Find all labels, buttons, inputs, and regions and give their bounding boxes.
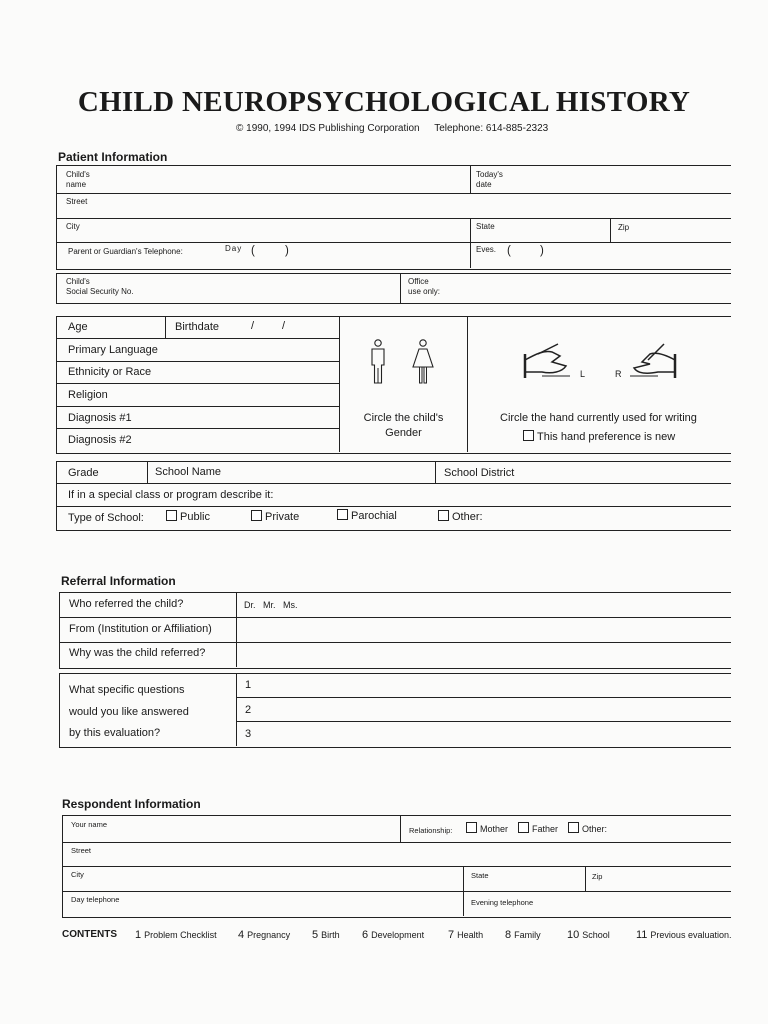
childs-name-label: Child's name: [66, 170, 90, 189]
mother-checkbox[interactable]: [466, 822, 477, 833]
childs-name-field[interactable]: [105, 170, 465, 190]
respondent-state-label: State: [471, 871, 489, 880]
contents-item-label: Pregnancy: [247, 930, 291, 940]
contents-item[interactable]: [135, 929, 217, 941]
contents-item-label: Development: [371, 930, 425, 940]
birthdate-slash-2: /: [282, 320, 286, 332]
telephone-text: Telephone: 614-885-2323: [434, 123, 549, 134]
left-hand-label: L: [580, 369, 586, 379]
school-district-label: School District: [444, 467, 515, 479]
specific-questions-label: What specific questions would you like answered by this evaluation?: [69, 684, 189, 739]
contents-item-number: 7: [448, 929, 455, 941]
copyright-text: © 1990, 1994 IDS Publishing Corporation: [236, 123, 420, 134]
patient-info-heading: Patient Information: [58, 150, 168, 164]
ssn-field[interactable]: [150, 277, 390, 297]
day-paren-close: ): [285, 245, 289, 257]
street-field[interactable]: [100, 196, 720, 216]
father-option[interactable]: [518, 822, 558, 834]
hand-new-label: This hand preference is new: [537, 431, 676, 443]
birthdate-slash-1: /: [251, 320, 255, 332]
contents-item-label: Health: [457, 930, 484, 940]
hand-new-checkbox[interactable]: [523, 430, 534, 441]
day-label: Day: [225, 244, 243, 253]
contents-item-number: 5: [312, 929, 319, 941]
contents-item-label: Problem Checklist: [144, 930, 217, 940]
diagnosis-2-label: Diagnosis #2: [68, 434, 132, 446]
religion-label: Religion: [68, 389, 108, 401]
copyright-line: [236, 123, 560, 134]
your-name-label: Your name: [71, 820, 107, 829]
type-of-school-label: Type of School:: [68, 512, 144, 524]
evening-telephone-label: Evening telephone: [471, 898, 534, 907]
contents-item-number: 1: [135, 929, 142, 941]
hand-preference-new[interactable]: [523, 430, 675, 443]
zip-label: Zip: [618, 223, 630, 232]
question-1-number: 1: [245, 679, 252, 691]
parochial-label: Parochial: [351, 510, 397, 522]
contents-item[interactable]: [567, 929, 610, 941]
age-label: Age: [68, 321, 88, 333]
contents-label: CONTENTS: [62, 929, 117, 940]
respondent-zip-label: Zip: [592, 872, 603, 881]
private-option[interactable]: [251, 510, 299, 523]
contents-item-label: Birth: [321, 930, 340, 940]
right-hand-writing-icon[interactable]: [626, 342, 678, 380]
page-title: CHILD NEUROPSYCHOLOGICAL HISTORY: [77, 86, 691, 118]
respondent-city-label: City: [71, 870, 84, 879]
why-referred-label: Why was the child referred?: [69, 647, 206, 659]
public-label: Public: [180, 511, 210, 523]
other-relationship-option[interactable]: [568, 822, 607, 834]
relationship-label: Relationship:: [409, 826, 453, 835]
grade-label: Grade: [68, 467, 99, 479]
primary-language-label: Primary Language: [68, 344, 158, 356]
institution-label: From (Institution or Affiliation): [69, 623, 212, 635]
contents-item-number: 10: [567, 929, 580, 941]
who-referred-label: Who referred the child?: [69, 598, 184, 610]
other-school-label: Other:: [452, 511, 483, 523]
private-label: Private: [265, 511, 300, 523]
mother-option[interactable]: [466, 822, 508, 834]
private-checkbox[interactable]: [251, 510, 262, 521]
other-relationship-checkbox[interactable]: [568, 822, 579, 833]
office-use-label: Office use only:: [408, 277, 441, 296]
todays-date-field[interactable]: [515, 170, 725, 190]
other-school-option[interactable]: [438, 510, 483, 523]
referrer-title-options[interactable]: Dr. Mr. Ms.: [244, 600, 298, 610]
contents-item-number: 6: [362, 929, 369, 941]
contents-item[interactable]: [636, 929, 731, 941]
diagnosis-1-label: Diagnosis #1: [68, 412, 132, 424]
other-relationship-label: Other:: [582, 824, 608, 834]
eves-paren-open: (: [507, 245, 511, 257]
parochial-option[interactable]: [337, 509, 397, 522]
day-paren-open: (: [251, 245, 255, 257]
school-name-label: School Name: [155, 466, 222, 478]
public-checkbox[interactable]: [166, 510, 177, 521]
gender-caption: Circle the child's Gender: [363, 412, 444, 439]
state-label: State: [476, 222, 495, 231]
eves-label: Eves.: [476, 245, 497, 254]
father-checkbox[interactable]: [518, 822, 529, 833]
special-class-label: If in a special class or program describe it:: [68, 489, 274, 501]
contents-item[interactable]: [505, 929, 541, 941]
day-telephone-label: Day telephone: [71, 895, 120, 904]
female-figure-icon[interactable]: [410, 338, 436, 386]
guardian-phone-label: Parent or Guardian's Telephone:: [68, 247, 183, 256]
contents-item-number: 11: [636, 929, 648, 941]
contents-item-number: 4: [238, 929, 245, 941]
hand-caption: Circle the hand currently used for writing: [500, 412, 697, 424]
question-3-number: 3: [245, 728, 252, 740]
respondent-street-label: Street: [71, 846, 92, 855]
left-hand-writing-icon[interactable]: [522, 342, 572, 380]
public-option[interactable]: [166, 510, 210, 523]
other-school-checkbox[interactable]: [438, 510, 449, 521]
referral-info-heading: Referral Information: [61, 574, 176, 588]
contents-item-label: School: [582, 930, 610, 940]
contents-item[interactable]: [448, 929, 483, 941]
eves-paren-close: ): [540, 245, 544, 257]
ethnicity-label: Ethnicity or Race: [68, 366, 152, 378]
male-figure-icon[interactable]: [366, 338, 390, 386]
contents-item[interactable]: [238, 929, 290, 941]
contents-item[interactable]: [312, 929, 340, 941]
contents-item-label: Family: [514, 930, 541, 940]
contents-item-label: Previous evaluation.: [650, 930, 732, 940]
city-label: City: [66, 222, 80, 231]
question-2-number: 2: [245, 704, 252, 716]
contents-item[interactable]: [362, 929, 424, 941]
right-hand-label: R: [615, 369, 622, 379]
birthdate-label: Birthdate: [175, 321, 220, 333]
contents-item-number: 8: [505, 929, 512, 941]
todays-date-label: Today's date: [476, 170, 503, 189]
respondent-info-heading: Respondent Information: [62, 797, 201, 811]
street-label: Street: [66, 197, 88, 206]
father-label: Father: [532, 824, 559, 834]
parochial-checkbox[interactable]: [337, 509, 348, 520]
mother-label: Mother: [480, 824, 509, 834]
ssn-label: Child's Social Security No.: [66, 277, 134, 296]
